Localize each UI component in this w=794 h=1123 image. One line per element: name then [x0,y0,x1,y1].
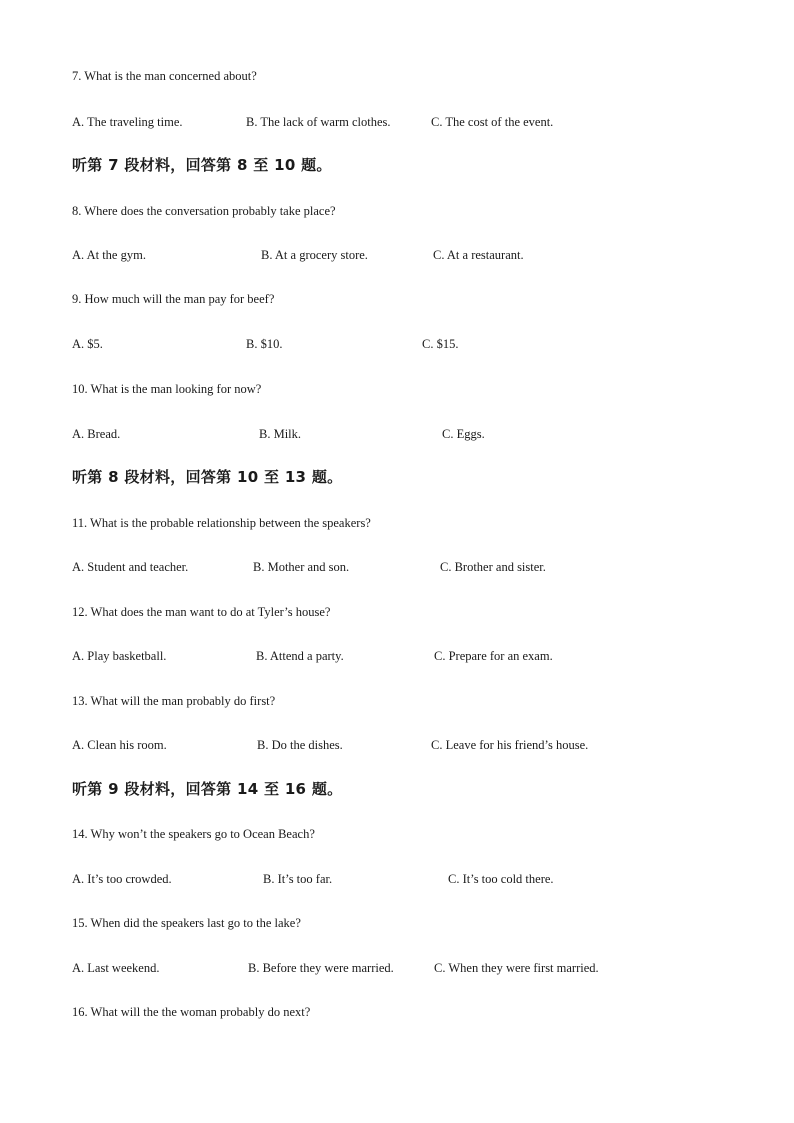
q13-option-c: C. Leave for his friend’s house. [431,738,589,752]
q9-option-a: A. $5. [72,337,103,351]
q15-option-b: B. Before they were married. [248,961,394,975]
q11-option-a: A. Student and teacher. [72,560,189,574]
q9-option-c: C. $15. [422,337,459,351]
q7-option-a: A. The traveling time. [72,115,183,129]
question-8: 8. Where does the conversation probably take place? [72,204,336,218]
q12-option-b: B. Attend a party. [256,649,344,663]
q14-option-a: A. It’s too crowded. [72,872,172,886]
q9-option-b: B. $10. [246,337,283,351]
q7-option-b: B. The lack of warm clothes. [246,115,391,129]
question-15: 15. When did the speakers last go to the lake? [72,916,301,930]
q10-option-b: B. Milk. [259,427,302,441]
q11-option-b: B. Mother and son. [253,560,350,574]
question-13: 13. What will the man probably do first? [72,694,276,708]
question-11: 11. What is the probable relationship between the speakers? [72,516,371,530]
q11-option-c: C. Brother and sister. [440,560,546,574]
section-heading-7: 听第 7 段材料，回答第 8 至 10 题。 [72,156,332,174]
question-12: 12. What does the man want to do at Tyler’s house? [72,605,331,619]
q14-option-c: C. It’s too cold there. [448,872,554,886]
q12-option-c: C. Prepare for an exam. [434,649,553,663]
section-heading-9: 听第 9 段材料，回答第 14 至 16 题。 [72,780,343,798]
q15-option-c: C. When they were first married. [434,961,599,975]
q15-option-a: A. Last weekend. [72,961,160,975]
question-16: 16. What will the the woman probably do next? [72,1005,311,1019]
q8-option-b: B. At a grocery store. [261,248,368,262]
q8-option-a: A. At the gym. [72,248,146,262]
q12-option-a: A. Play basketball. [72,649,167,663]
question-10: 10. What is the man looking for now? [72,382,262,396]
q7-option-c: C. The cost of the event. [431,115,554,129]
question-9: 9. How much will the man pay for beef? [72,292,275,306]
q13-option-a: A. Clean his room. [72,738,167,752]
q10-option-a: A. Bread. [72,427,121,441]
section-heading-8: 听第 8 段材料，回答第 10 至 13 题。 [72,468,343,486]
q8-option-c: C. At a restaurant. [433,248,524,262]
q10-option-c: C. Eggs. [442,427,485,441]
q13-option-b: B. Do the dishes. [257,738,343,752]
question-14: 14. Why won’t the speakers go to Ocean Beach? [72,827,315,841]
q14-option-b: B. It’s too far. [263,872,333,886]
question-7: 7. What is the man concerned about? [72,69,257,83]
